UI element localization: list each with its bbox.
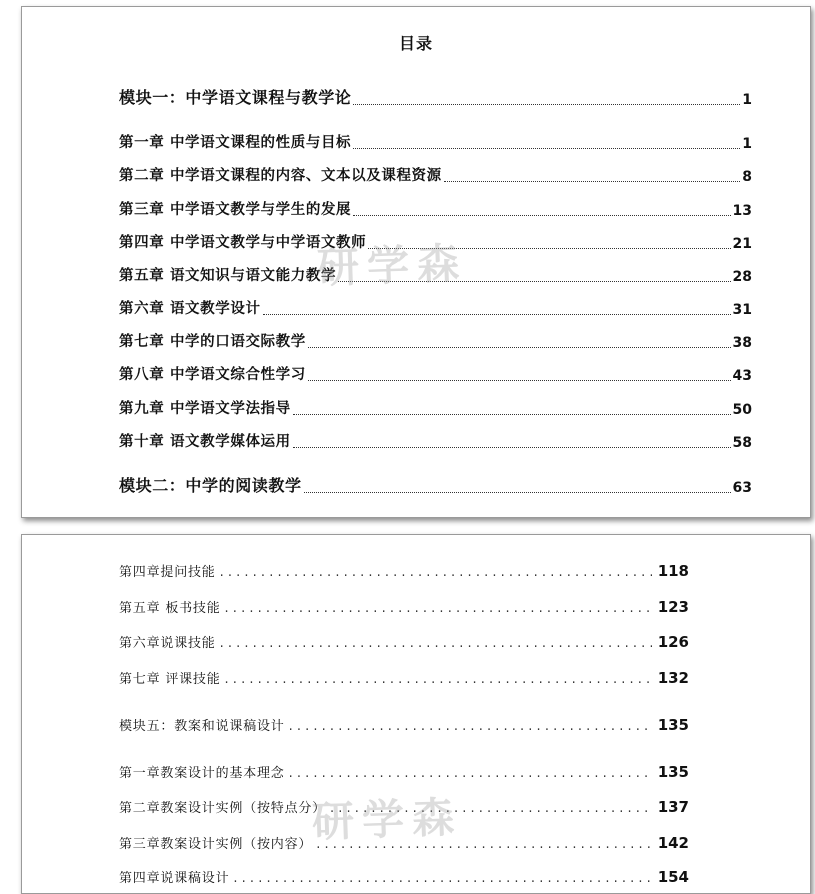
dot-leader [289,766,652,781]
toc-entry-module-1 [119,85,752,108]
entry-label: 第六章说课技能 [119,636,216,651]
entry-label: 第四章提问技能 [119,565,216,580]
toc-entry [119,131,752,152]
entry-page-number: 38 [732,335,752,351]
toc-entry [119,797,689,816]
dot-leader [353,215,730,216]
toc-entry [119,164,752,185]
entry-label: 模块二：中学的阅读教学 [119,476,302,495]
entry-label: 第一章教案设计的基本理念 [119,766,285,781]
toc-entry [119,330,752,351]
entry-page-number: 13 [732,203,752,219]
entry-label: 第七章 评课技能 [119,672,221,687]
entry-label: 第十章 语文教学媒体运用 [119,434,291,450]
dot-leader [289,719,652,734]
dot-leader [330,801,652,816]
dot-leader [338,281,730,282]
dot-leader [263,314,731,315]
entry-page-number: 31 [732,302,752,318]
entry-label: 第七章 中学的口语交际教学 [119,334,306,350]
entry-label: 第五章 板书技能 [119,601,221,616]
dot-leader [225,601,652,616]
entry-page-number: 142 [657,834,689,852]
entry-page-number: 43 [732,368,752,384]
entry-label: 第一章 中学语文课程的性质与目标 [119,135,352,151]
toc-entry [119,668,689,687]
toc-title: 目录 [398,34,433,53]
entry-label: 第五章 语文知识与语文能力教学 [119,268,337,284]
toc-entry [119,632,689,651]
entry-label: 第九章 中学语文学法指导 [119,401,291,417]
entry-page-number: 8 [742,169,752,185]
dot-leader [368,248,730,249]
dot-leader [353,104,740,105]
entry-page-number: 1 [742,136,752,152]
dot-leader [233,871,651,886]
entry-page-number: 28 [732,269,752,285]
toc-entry [119,762,689,781]
toc-entry [119,867,689,886]
toc-entry-module-5 [119,715,689,734]
toc-entry [119,833,689,852]
toc-entry-module-2 [119,473,752,496]
toc-entry [119,397,752,418]
entry-page-number: 63 [732,480,752,496]
dot-leader [353,148,740,149]
entry-label: 第二章教案设计实例（按特点分） [119,801,327,816]
entry-label: 第八章 中学语文综合性学习 [119,367,306,383]
dot-leader [444,181,741,182]
watermark: 研学森 [311,792,463,847]
entry-label: 第三章 中学语文教学与学生的发展 [119,202,352,218]
toc-entry [119,198,752,219]
entry-page-number: 1 [742,92,752,108]
entry-page-number: 132 [657,669,689,687]
toc-entry [119,363,752,384]
watermark: 研学森 [316,238,468,293]
toc-entry [119,264,752,285]
entry-label: 模块一：中学语文课程与教学论 [119,88,352,107]
entry-page-number: 123 [657,598,689,616]
toc-page-1 [21,6,811,518]
entry-label: 第二章 中学语文课程的内容、文本以及课程资源 [119,168,442,184]
dot-leader [220,636,652,651]
dot-leader [304,492,731,493]
toc-entry [119,231,752,252]
entry-page-number: 126 [657,633,689,651]
dot-leader [293,414,731,415]
toc-entry [119,561,689,580]
dot-leader [220,565,652,580]
entry-page-number: 21 [732,236,752,252]
entry-page-number: 135 [657,716,689,734]
entry-page-number: 118 [657,562,689,580]
entry-label: 第四章说课稿设计 [119,871,230,886]
entry-page-number: 154 [657,868,689,886]
dot-leader [308,380,731,381]
entry-page-number: 135 [657,763,689,781]
toc-entry [119,430,752,451]
toc-page-2 [21,534,811,894]
dot-leader [225,672,652,687]
toc-entry [119,297,752,318]
dot-leader [293,447,731,448]
entry-label: 第六章 语文教学设计 [119,301,261,317]
entry-page-number: 58 [732,435,752,451]
entry-page-number: 137 [657,798,689,816]
toc-entry [119,597,689,616]
entry-label: 第三章教案设计实例（按内容） [119,837,313,852]
entry-page-number: 50 [732,402,752,418]
dot-leader [316,837,651,852]
entry-label: 模块五：教案和说课稿设计 [119,719,285,734]
dot-leader [308,347,731,348]
entry-label: 第四章 中学语文教学与中学语文教师 [119,235,367,251]
